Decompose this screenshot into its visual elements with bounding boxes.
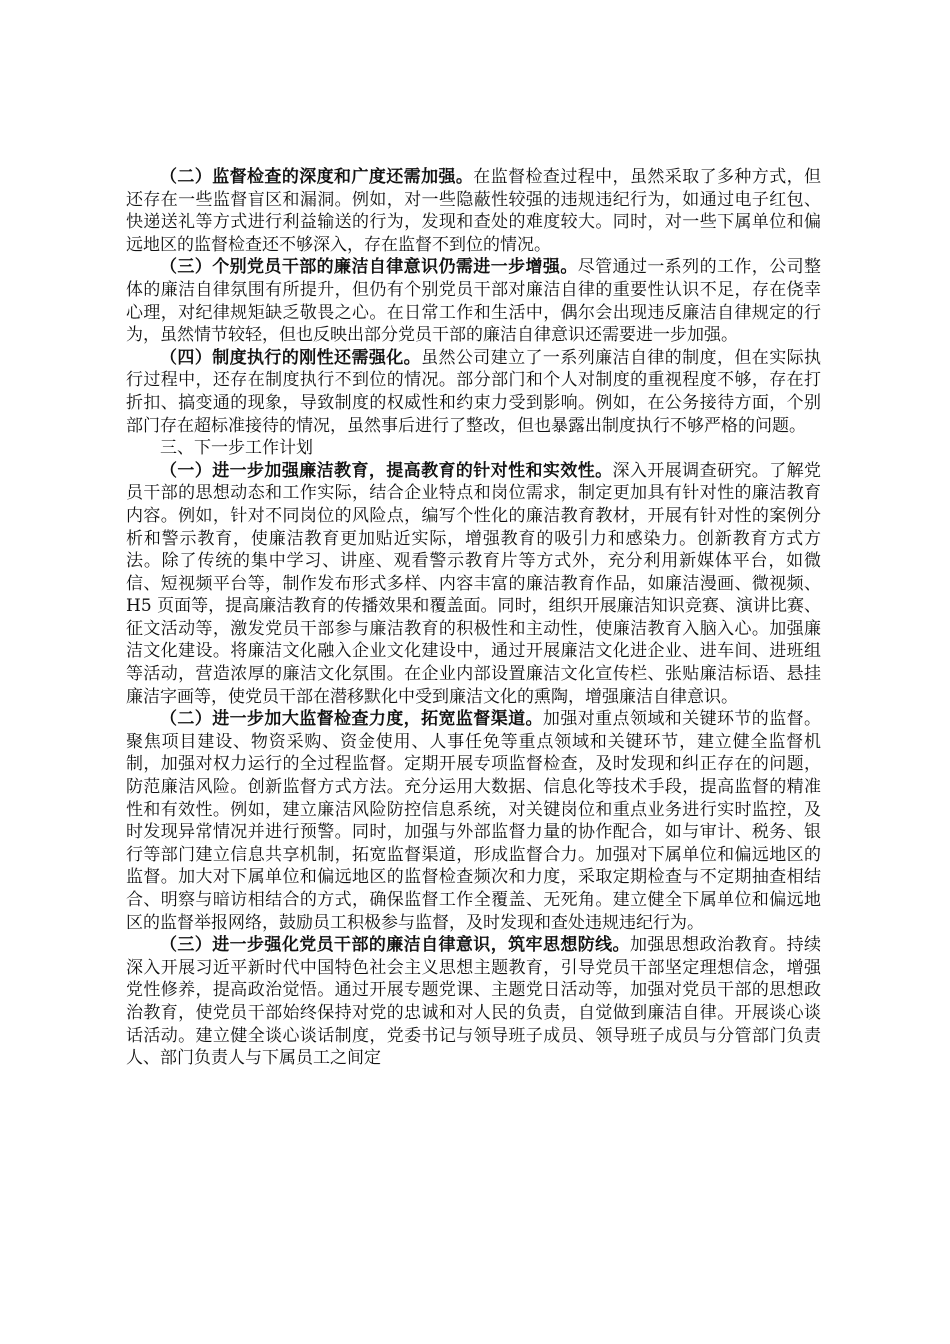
paragraph-lead: （二）监督检查的深度和广度还需加强。 (160, 167, 474, 187)
paragraph-supervision-depth (126, 166, 821, 256)
paragraph-plan-supervision (126, 708, 821, 934)
paragraph-lead: （三）个别党员干部的廉洁自律意识仍需进一步增强。 (160, 257, 578, 278)
paragraph-body: 在监督检查过程中，虽然采取了多种方式，但还存在一些监督盲区和漏洞。例如，对一些隐蔽性较强的违规违纪行为，如通过电子红包、快递送礼等方式进行利益输送的行为，发现和查处的难度较大。同时，对一些下属单位和偏远地区的监督检查还不够深入，存在监督不到位的情况。 (126, 167, 821, 255)
paragraph-lead: （三）进一步强化党员干部的廉洁自律意识，筑牢思想防线。 (160, 935, 630, 956)
paragraph-body: 尽管通过一系列的工作，公司整体的廉洁自律氛围有所提升，但仍有个别党员干部对廉洁自律的重要性认识不足，存在侥幸心理，对纪律规矩缺乏敬畏之心。在日常工作和生活中，偶尔会出现违反廉洁自律规定的行为，虽然情节较轻，但也反映出部分党员干部的廉洁自律意识还需要进一步加强。 (126, 257, 822, 346)
paragraph-self-discipline (126, 256, 821, 346)
section-heading: 三、下一步工作计划 (160, 438, 313, 459)
paragraph-body: 加强对重点领域和关键环节的监督。聚焦项目建设、物资采购、资金使用、人事任免等重点领域和关键环节，建立健全监督机制，加强对权力运行的全过程监督。定期开展专项监督检查，及时发现和纠正存在的问题，防范廉洁风险。创新监督方式方法。充分运用大数据、信息化等技术手段，提高监督的精准性和有效性。例如，建立廉洁风险防控信息系统，对关键岗位和重点业务进行实时监控，及时发现异常情况并进行预警。同时，加强与外部监督力量的协作配合，如与审计、税务、银行等部门建立信息共享机制，拓宽监督渠道，形成监督合力。加强对下属单位和偏远地区的监督。加大对下属单位和偏远地区的监督检查频次和力度，采取定期检查与不定期抽查相结合、明察与暗访相结合的方式，确保监督工作全覆盖、无死角。建立健全下属单位和偏远地区的监督举报网络，鼓励员工积极参与监督，及时发现和查处违规违纪行为。 (126, 709, 822, 933)
paragraph-system-enforcement (126, 347, 821, 437)
paragraph-lead: （二）进一步加大监督检查力度，拓宽监督渠道。 (160, 709, 543, 730)
paragraph-body: 加强思想政治教育。持续深入开展习近平新时代中国特色社会主义思想主题教育，引导党员干部坚定理想信念，增强党性修养，提高政治觉悟。通过开展专题党课、主题党日活动等，加强对党员干部的思想政治教育，使党员干部始终保持对党的忠诚和对人民的负责，自觉做到廉洁自律。开展谈心谈话活动。建立健全谈心谈话制度，党委书记与领导班子成员、领导班子成员与分管部门负责人、部门负责人与下属员工之间定 (126, 935, 822, 1069)
paragraph-plan-education (126, 460, 821, 709)
paragraph-body: 虽然公司建立了一系列廉洁自律的制度，但在实际执行过程中，还存在制度执行不到位的情况。部分部门和个人对制度的重视程度不够，存在打折扣、搞变通的现象，导致制度的权威性和约束力受到影响。例如，在公务接待方面，个别部门存在超标准接待的情况，虽然事后进行了整改，但也暴露出制度执行不够严格的问题。 (126, 347, 822, 436)
paragraph-lead: （一）进一步加强廉洁教育，提高教育的针对性和实效性。 (160, 460, 613, 481)
document-page (126, 166, 821, 1070)
paragraph-lead: （四）制度执行的刚性还需强化。 (160, 347, 422, 368)
paragraph-body: 深入开展调查研究。了解党员干部的思想动态和工作实际，结合企业特点和岗位需求，制定更加具有针对性的廉洁教育内容。例如，针对不同岗位的风险点，编写个性化的廉洁教育教材，开展有针对性的案例分析和警示教育，使廉洁教育更加贴近实际，增强教育的吸引力和感染力。创新教育方式方法。除了传统的集中学习、讲座、观看警示教育片等方式外，充分利用新媒体平台，如微信、短视频平台等，制作发布形式多样、内容丰富的廉洁教育作品，如廉洁漫画、微视频、H5 页面等，提高廉洁教育的传播效果和覆盖面。同时，组织开展廉洁知识竞赛、演讲比赛、征文活动等，激发党员干部参与廉洁教育的积极性和主动性，使廉洁教育入脑入心。加强廉洁文化建设。将廉洁文化融入企业文化建设中，通过开展廉洁文化进企业、进车间、进班组等活动，营造浓厚的廉洁文化氛围。在企业内部设置廉洁文化宣传栏、张贴廉洁标语、悬挂廉洁字画等，使党员干部在潜移默化中受到廉洁文化的熏陶，增强廉洁自律意识。 (126, 460, 822, 707)
paragraph-plan-awareness (126, 934, 821, 1070)
